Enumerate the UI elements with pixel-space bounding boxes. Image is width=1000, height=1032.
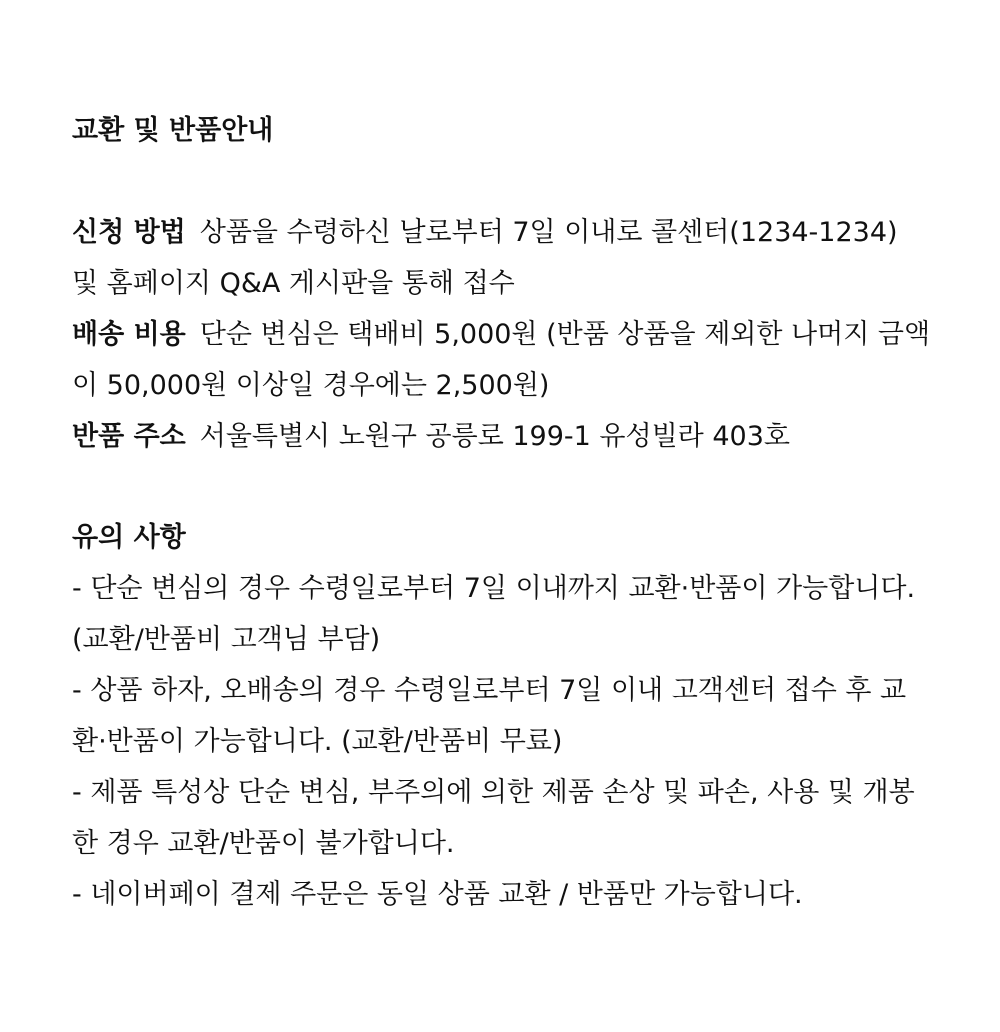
shipping-cost-text: 단순 변심은 택배비 5,000원 (반품 상품을 제외한 나머지 금액이 50,000원 이상일 경우에는 2,500원) [72,319,931,401]
return-address-row [72,411,932,462]
notice-item: - 단순 변심의 경우 수령일로부터 7일 이내까지 교환·반품이 가능합니다. (교환/반품비 고객님 부담) [72,573,916,655]
application-method-row [72,207,932,309]
notice-item: - 상품 하자, 오배송의 경우 수령일로부터 7일 이내 고객센터 접수 후 교환·반품이 가능합니다. (교환/반품비 무료) [72,675,907,757]
exchange-return-guide [72,106,932,920]
spacer [72,462,932,513]
exchange-return-title: 교환 및 반품안내 [72,115,274,146]
return-address-label: 반품 주소 [72,421,186,452]
shipping-cost-row [72,309,932,411]
return-address-text: 서울특별시 노원구 공릉로 199-1 유성빌라 403호 [199,421,790,452]
shipping-cost-label: 배송 비용 [72,319,186,350]
spacer [72,156,932,207]
application-method-label: 신청 방법 [72,217,186,248]
notice-item: - 제품 특성상 단순 변심, 부주의에 의한 제품 손상 및 파손, 사용 및 개봉한 경우 교환/반품이 불가합니다. [72,777,915,859]
application-method-text: 상품을 수령하신 날로부터 7일 이내로 콜센터(1234-1234) 및 홈페이지 Q&A 게시판을 통해 접수 [72,217,898,299]
notice-title: 유의 사항 [72,522,186,553]
notice-item: - 네이버페이 결제 주문은 동일 상품 교환 / 반품만 가능합니다. [72,879,803,910]
